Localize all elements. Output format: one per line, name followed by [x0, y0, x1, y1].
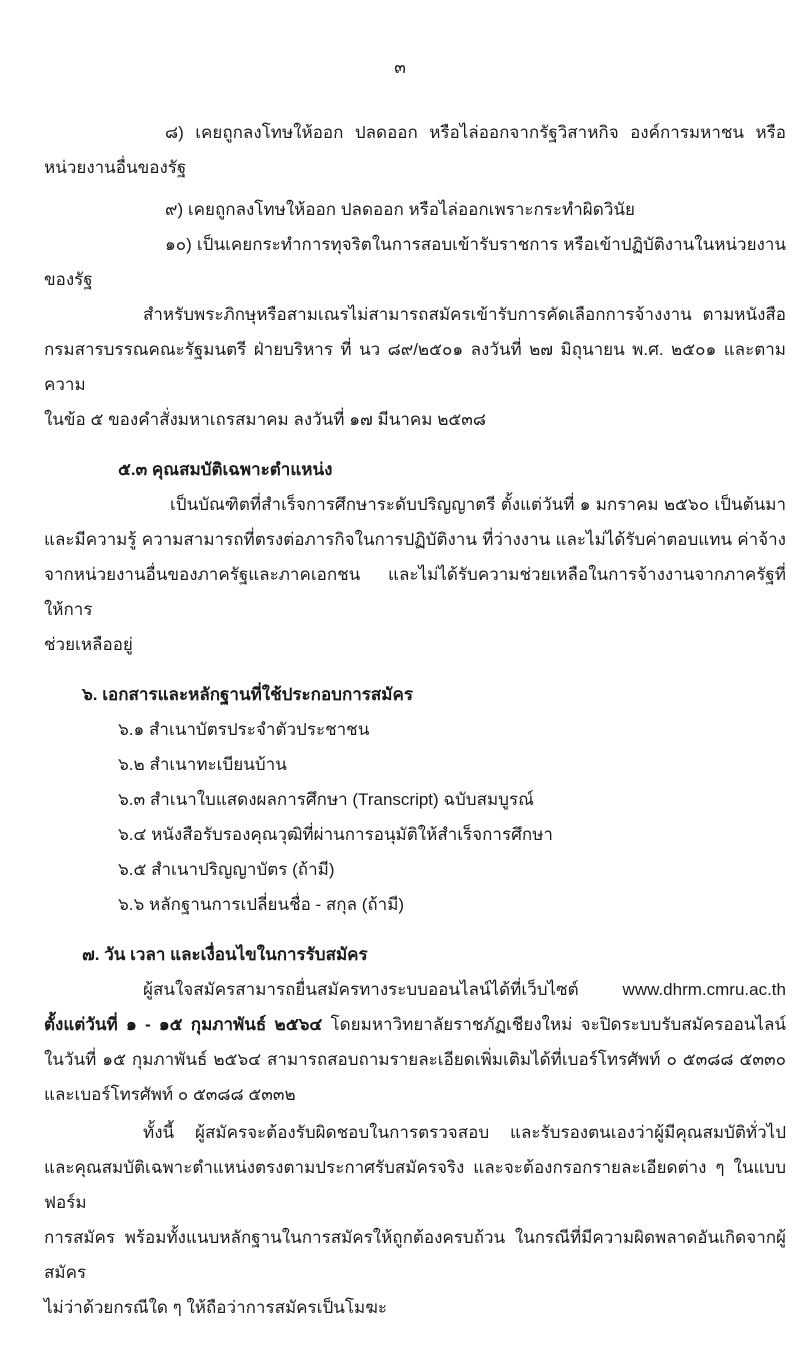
paragraph-line: และมีความรู้ ความสามารถที่ตรงต่อภารกิจในการปฏิบัติงาน ที่ว่างงาน และไม่ได้รับค่าตอบแทน ค่าจ้าง — [44, 530, 786, 549]
paragraph-line: และคุณสมบัติเฉพาะตำแหน่งตรงตามประกาศรับสมัครจริง และจะต้องกรอกรายละเอียดต่าง ๆ ในแบบฟอร์ม — [44, 1158, 786, 1212]
paragraph-line: ทั้งนี้ ผู้สมัครจะต้องรับผิดชอบในการตรวจสอบ และรับรองตนเองว่าผู้มีคุณสมบัติทั่วไป — [143, 1123, 786, 1142]
list-item-continued: หน่วยงานอื่นของรัฐ — [44, 158, 187, 177]
paragraph-line: จากหน่วยงานอื่นของภาครัฐและภาคเอกชน และไม่ได้รับความช่วยเหลือในการจ้างงานจากภาครัฐที่ให้การ — [44, 565, 786, 619]
list-item: ๑๐) เป็นเคยกระทำการทุจริตในการสอบเข้ารับราชการ หรือเข้าปฏิบัติงานในหน่วยงาน — [165, 235, 786, 254]
paragraph-line — [44, 1007, 786, 1042]
page-number: ๓ — [394, 58, 406, 77]
paragraph-line: ในวันที่ ๑๕ กุมภาพันธ์ ๒๕๖๔ สามารถสอบถามรายละเอียดเพิ่มเติมได้ที่เบอร์โทรศัพท์ ๐ ๕๓๘๘ ๕๓๓๐ — [44, 1050, 786, 1069]
paragraph-line: และเบอร์โทรศัพท์ ๐ ๕๓๘๘ ๕๓๓๒ — [44, 1085, 296, 1104]
document-item: ๖.๕ สำเนาปริญญาบัตร (ถ้ามี) — [118, 860, 335, 879]
document-item: ๖.๔ หนังสือรับรองคุณวุฒิที่ผ่านการอนุมัติให้สำเร็จการศึกษา — [118, 825, 553, 844]
section-heading: ๖. เอกสารและหลักฐานที่ใช้ประกอบการสมัคร — [82, 685, 414, 704]
paragraph-text: โดยมหาวิทยาลัยราชภัฏเชียงใหม่ จะปิดระบบรับสมัครออนไลน์ — [322, 1015, 787, 1034]
paragraph-line: เป็นบัณฑิตที่สำเร็จการศึกษาระดับปริญญาตรี ตั้งแต่วันที่ ๑ มกราคม ๒๕๖๐ เป็นต้นมา — [170, 495, 786, 514]
paragraph-line: การสมัคร พร้อมทั้งแนบหลักฐานในการสมัครให้ถูกต้องครบถ้วน ในกรณีที่มีความผิดพลาดอันเกิดจากผู้สมัคร — [44, 1228, 786, 1282]
paragraph-line: กรมสารบรรณคณะรัฐมนตรี ฝ่ายบริหาร ที่ นว ๘๙/๒๕๐๑ ลงวันที่ ๒๗ มิถุนายน พ.ศ. ๒๕๐๑ และตามความ — [44, 340, 786, 394]
section-heading: ๕.๓ คุณสมบัติเฉพาะตำแหน่ง — [118, 460, 333, 479]
paragraph-line: สำหรับพระภิกษุหรือสามเณรไม่สามารถสมัครเข้ารับการคัดเลือกการจ้างงาน ตามหนังสือ — [143, 305, 786, 324]
document-item: ๖.๖ หลักฐานการเปลี่ยนชื่อ - สกุล (ถ้ามี) — [118, 895, 405, 914]
document-item: ๖.๑ สำเนาบัตรประจำตัวประชาชน — [118, 720, 370, 739]
section-heading: ๗. วัน เวลา และเงื่อนไขในการรับสมัคร — [82, 945, 368, 964]
paragraph-line: ผู้สนใจสมัครสามารถยื่นสมัครทางระบบออนไลน์ได้ที่เว็บไซต์ www.dhrm.cmru.ac.th — [143, 980, 786, 999]
list-item: ๙) เคยถูกลงโทษให้ออก ปลดออก หรือไล่ออกเพราะกระทำผิดวินัย — [165, 200, 635, 219]
list-item: ๘) เคยถูกลงโทษให้ออก ปลดออก หรือไล่ออกจากรัฐวิสาหกิจ องค์การมหาชน หรือ — [165, 123, 786, 142]
paragraph-line: ไม่ว่าด้วยกรณีใด ๆ ให้ถือว่าการสมัครเป็นโมฆะ — [44, 1298, 387, 1317]
document-item: ๖.๒ สำเนาทะเบียนบ้าน — [118, 755, 287, 774]
list-item-continued: ของรัฐ — [44, 270, 93, 289]
paragraph-line: ช่วยเหลืออยู่ — [44, 635, 133, 654]
application-dates: ตั้งแต่วันที่ ๑ - ๑๕ กุมภาพันธ์ ๒๕๖๔ — [44, 1015, 323, 1034]
document-item: ๖.๓ สำเนาใบแสดงผลการศึกษา (Transcript) ฉบับสมบูรณ์ — [118, 790, 534, 809]
paragraph-line: ในข้อ ๕ ของคำสั่งมหาเถรสมาคม ลงวันที่ ๑๗ มีนาคม ๒๕๓๘ — [44, 410, 487, 429]
